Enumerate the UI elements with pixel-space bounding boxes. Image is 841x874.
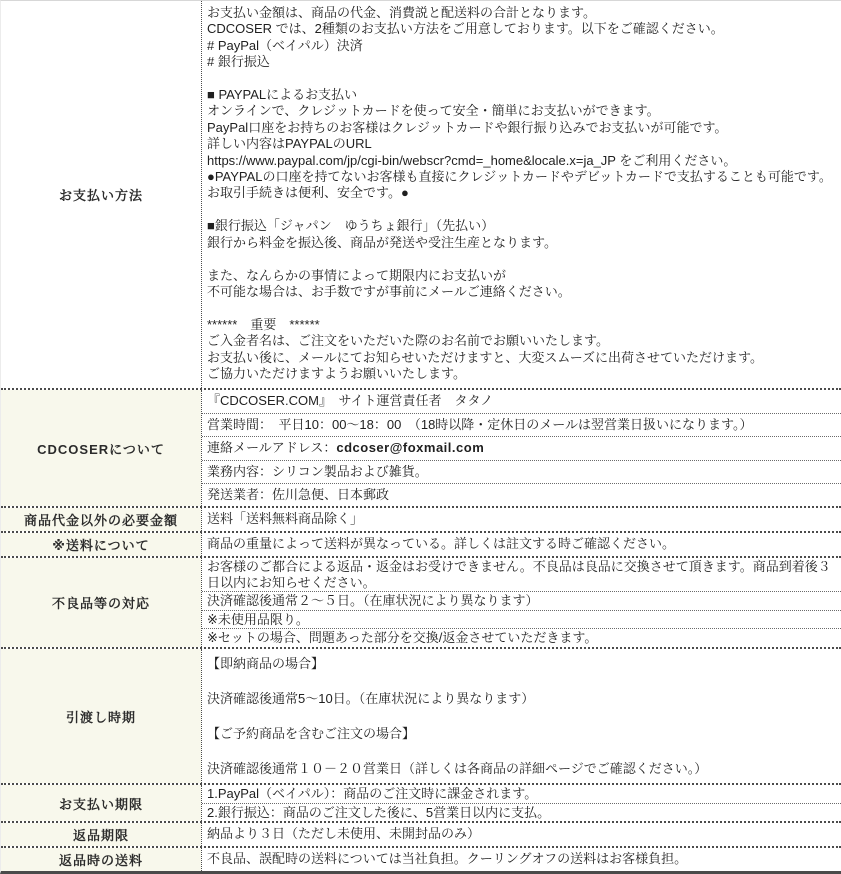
row-header: 引渡し時期	[1, 649, 201, 784]
row-header: ※送料について	[1, 533, 201, 556]
content-subrow	[202, 390, 841, 412]
content-line	[207, 300, 837, 316]
content-subrow	[202, 558, 841, 591]
content-line: 発送業者：佐川急便、日本郵政	[207, 486, 390, 502]
row-content	[201, 1, 841, 388]
content-line	[207, 71, 837, 87]
content-line: https://www.paypal.com/jp/cgi-bin/webscr?cmd=_home&locale.x=ja_JP をご利用ください。	[207, 152, 737, 168]
row-content	[201, 823, 841, 846]
content-subrow	[202, 803, 841, 822]
content-line: ※セットの場合、問題あった部分を交換/返金させていただきます。	[207, 630, 598, 646]
content-subrow	[202, 610, 841, 629]
row-content	[201, 508, 841, 531]
row-header: お支払い期限	[1, 785, 201, 821]
content-subrow	[202, 483, 841, 506]
content-subrow	[202, 436, 841, 459]
table-row	[1, 531, 841, 556]
row-content	[201, 558, 841, 647]
content-subrow	[202, 533, 841, 555]
row-header: 返品時の送料	[1, 848, 201, 871]
content-line: お取引手続きは便利、安全です。●	[207, 185, 409, 201]
content-subrow	[202, 591, 841, 610]
content-line: 詳しい内容はPAYPALのURL	[207, 136, 372, 152]
content-line: 業務内容：シリコン製品および雑貨。	[207, 463, 428, 479]
content-subrow	[202, 848, 841, 870]
table-row	[1, 556, 841, 647]
content-line: 1.PayPal（ベイパル）：商品のご注文時に課金されます。	[207, 786, 538, 802]
content-line: お客様のご都合による返品・返金はお受けできません。不良品は良品に交換させて頂きます。商品到着後３日以内にお知らせください。	[207, 559, 831, 590]
content-line: 【ご予約商品を含むご注文の場合】	[207, 725, 416, 741]
row-header: 返品期限	[1, 823, 201, 846]
content-line: ●PAYPALの口座を持てないお客様も直接にクレジットカードやデビットカードで支払することも可能です。	[207, 169, 832, 185]
content-subrow	[202, 460, 841, 483]
content-label: 連絡メールアドレス：	[207, 440, 337, 456]
content-line	[207, 742, 837, 760]
content-line: 決済確認後通常２～５日。（在庫状況により異なります）	[207, 593, 539, 609]
content-line: 納品より３日（ただし未使用、未開封品のみ）	[207, 826, 481, 842]
content-line: また、なんらかの事情によって期限内にお支払いが	[207, 267, 507, 283]
content-line: 商品の重量によって送料が異なっている。詳しくは註文する時ご確認ください。	[207, 536, 676, 552]
content-subrow	[202, 785, 841, 803]
row-content	[201, 533, 841, 556]
content-line	[207, 440, 837, 456]
content-line: 決済確認後通常１０－２０営業日（詳しくは各商品の詳細ページでご確認ください。）	[207, 760, 708, 776]
table-row	[1, 647, 841, 784]
content-line: オンラインで、クレジットカードを使って安全・簡単にお支払いができます。	[207, 103, 660, 119]
table-row	[1, 506, 841, 531]
row-header: 商品代金以外の必要金額	[1, 508, 201, 531]
row-header: CDCOSERについて	[1, 390, 201, 506]
content-line: 【即納商品の場合】	[207, 655, 325, 671]
content-line: 不可能な場合は、お手数ですが事前にメールご連絡ください。	[207, 283, 571, 299]
row-header: 不良品等の対応	[1, 558, 201, 647]
content-line: ご協力いただけますようお願いいたします。	[207, 365, 466, 381]
content-line: ■ PAYPALによるお支払い	[207, 87, 358, 103]
content-line	[207, 672, 837, 690]
table-row	[1, 1, 841, 388]
content-line	[207, 707, 837, 725]
content-line: 2.銀行振込：商品のご注文した後に、5営業日以内に支払。	[207, 804, 551, 820]
row-content	[201, 649, 841, 784]
content-line: # 銀行振込	[207, 54, 270, 70]
content-line: ■銀行振込「ジャパン ゆうちょ銀行」（先払い）	[207, 218, 495, 234]
row-content	[201, 785, 841, 821]
content-line: CDCOSER では、2種類のお支払い方法をご用意しております。以下をご確認ください。	[207, 21, 724, 37]
content-line: お支払い金額は、商品の代金、消費説と配送料の合計となります。	[207, 5, 596, 20]
content-subrow	[202, 823, 841, 845]
row-content	[201, 390, 841, 506]
content-line: PayPal口座をお持ちのお客様はクレジットカードや銀行振り込みでお支払いが可能です。	[207, 119, 728, 135]
content-line: 不良品、誤配時の送料については当社負担。クーリングオフの送料はお客様負担。	[207, 851, 688, 867]
content-line: ****** 重要 ******	[207, 316, 320, 332]
content-subrow	[202, 628, 841, 647]
content-line: 営業時間： 平日10：00～18：00 （18時以降・定休日のメールは翌営業日扱いになります。）	[207, 416, 753, 432]
content-subrow	[202, 413, 841, 436]
table-row	[1, 388, 841, 506]
row-header: お支払い方法	[1, 1, 201, 388]
table-row	[1, 783, 841, 821]
content-line: # PayPal（ベイパル）決済	[207, 37, 363, 53]
content-line: お支払い後に、メールにてお知らせいただけますと、大変スムーズに出荷させていただけます。	[207, 349, 764, 365]
content-line: ※未使用品限り。	[207, 611, 309, 627]
content-line: ご入金者名は、ご注文をいただいた際のお名前でお願いいたします。	[207, 333, 609, 349]
content-line	[207, 202, 837, 218]
content-subrow	[202, 649, 841, 784]
content-line: 『CDCOSER.COM』 サイト運営責任者 タタノ	[207, 393, 494, 409]
content-line	[207, 251, 837, 267]
content-subrow	[202, 508, 841, 530]
email-address: cdcoser@foxmail.com	[336, 440, 485, 456]
content-line: 送料「送料無料商品除く」	[207, 511, 364, 527]
content-line: 決済確認後通常5～10日。（在庫状況により異なります）	[207, 690, 535, 706]
content-subrow	[202, 1, 841, 388]
table-row	[1, 821, 841, 846]
content-line: 銀行から料金を振込後、商品が発送や受注生産となります。	[207, 234, 557, 250]
